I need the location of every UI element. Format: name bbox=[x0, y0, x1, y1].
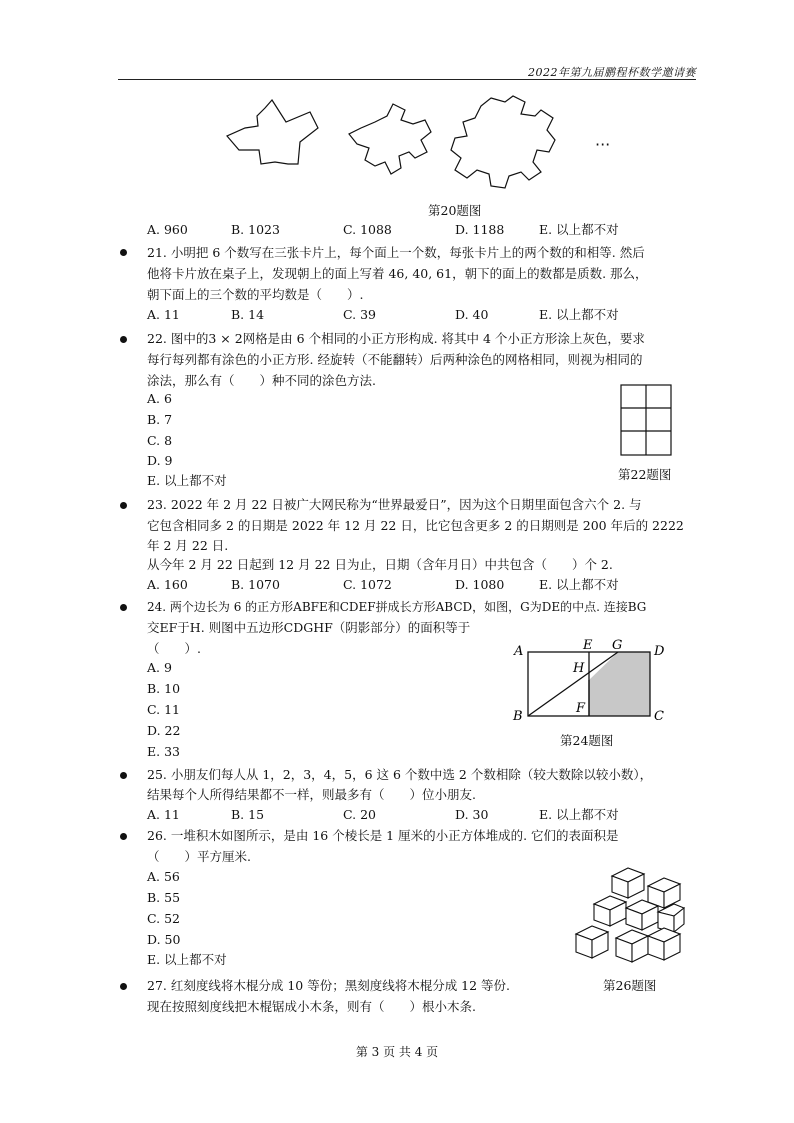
q24-rectangle-figure bbox=[510, 638, 680, 728]
q23-option-b: B. 1070 bbox=[231, 577, 280, 592]
q24-label-f: F bbox=[576, 701, 586, 716]
q20-shape-3 bbox=[451, 96, 555, 188]
q27-line-1: 27. 红刻度线将木棍分成 10 等份；黑刻度线将木棍分成 12 等份. bbox=[147, 978, 511, 993]
q26-option-d: D. 50 bbox=[147, 932, 181, 947]
q24-option-a: A. 9 bbox=[147, 660, 172, 675]
q24-label-d: D bbox=[654, 644, 665, 659]
q23-line-2: 它包含相同多 2 的日期是 2022 年 12 月 22 日，比它包含更多 2 的日期则是 200 年后的 2222 bbox=[147, 518, 684, 533]
q20-shape-2 bbox=[349, 104, 431, 174]
q22-option-c: C. 8 bbox=[147, 433, 173, 448]
q20-option-b: B. 1023 bbox=[231, 222, 280, 237]
q24-option-b: B. 10 bbox=[147, 681, 181, 696]
q25-line-2: 结果每个人所得结果都不一样，则最多有（ ）位小朋友. bbox=[147, 787, 476, 802]
q22-caption: 第22题图 bbox=[618, 467, 672, 482]
q22-option-b: B. 7 bbox=[147, 412, 173, 427]
q20-option-a: A. 960 bbox=[147, 222, 188, 237]
q24-label-h: H bbox=[573, 661, 585, 676]
q21-bullet bbox=[120, 249, 127, 256]
q24-label-c: C bbox=[654, 709, 664, 724]
q25-line-1: 25. 小朋友们每人从 1，2，3，4，5，6 这 6 个数中选 2 个数相除（较大数除以较小数）， bbox=[147, 767, 653, 782]
q22-line-3: 涂法，那么有（ ）种不同的涂色方法. bbox=[147, 373, 376, 388]
q21-line-1: 21. 小明把 6 个数写在三张卡片上，每个面上一个数，每张卡片上的两个数的和相等. 然后 bbox=[147, 245, 645, 260]
q22-option-a: A. 6 bbox=[147, 391, 172, 406]
q21-option-a: A. 11 bbox=[147, 307, 180, 322]
q21-option-d: D. 40 bbox=[455, 307, 489, 322]
q25-bullet bbox=[120, 772, 127, 779]
q25-option-b: B. 15 bbox=[231, 807, 265, 822]
q26-line-1: 26. 一堆积木如图所示，是由 16 个棱长是 1 厘米的小正方体堆成的. 它们的表面积是 bbox=[147, 828, 619, 843]
q22-line-2: 每行每列都有涂色的小正方形. 经旋转（不能翻转）后两种涂色的网格相同，则视为相同的 bbox=[147, 352, 643, 367]
q26-bullet bbox=[120, 833, 127, 840]
q24-label-e: E bbox=[583, 638, 593, 653]
q27-bullet bbox=[120, 983, 127, 990]
q20-option-d: D. 1188 bbox=[455, 222, 505, 237]
q22-grid-figure bbox=[620, 384, 672, 456]
q21-option-b: B. 14 bbox=[231, 307, 265, 322]
q25-option-a: A. 11 bbox=[147, 807, 180, 822]
q23-option-c: C. 1072 bbox=[343, 577, 392, 592]
q22-option-d: D. 9 bbox=[147, 453, 173, 468]
q24-shaded-pentagon bbox=[589, 652, 650, 716]
q23-option-d: D. 1080 bbox=[455, 577, 505, 592]
header-rule bbox=[118, 79, 696, 80]
q24-label-a: A bbox=[514, 644, 524, 659]
q20-figure bbox=[215, 92, 655, 202]
q23-line-3: 年 2 月 22 日. bbox=[147, 538, 229, 553]
q26-caption: 第26题图 bbox=[603, 978, 657, 993]
q22-bullet bbox=[120, 336, 127, 343]
q25-option-d: D. 30 bbox=[455, 807, 489, 822]
q23-line-4: 从今年 2 月 22 日起到 12 月 22 日为止，日期（含年月日）中共包含（ ）个 2. bbox=[147, 557, 613, 572]
q27-line-2: 现在按照刻度线把木棍锯成小木条，则有（ ）根小木条. bbox=[147, 999, 476, 1014]
q24-bullet bbox=[120, 604, 127, 611]
q24-label-g: G bbox=[612, 638, 623, 653]
q25-option-e: E. 以上都不对 bbox=[539, 807, 619, 822]
q24-line-3: （ ）. bbox=[147, 641, 201, 656]
q20-option-e: E. 以上都不对 bbox=[539, 222, 619, 237]
q23-option-a: A. 160 bbox=[147, 577, 188, 592]
q23-line-1: 23. 2022 年 2 月 22 日被广大网民称为“世界最爱日”，因为这个日期里面包含六个 2. 与 bbox=[147, 497, 642, 512]
q22-line-1: 22. 图中的3 × 2网格是由 6 个相同的小正方形构成. 将其中 4 个小正方形涂上灰色，要求 bbox=[147, 331, 645, 346]
page-footer: 第 3 页 共 4 页 bbox=[355, 1045, 439, 1059]
q26-option-a: A. 56 bbox=[147, 869, 180, 884]
q23-option-e: E. 以上都不对 bbox=[539, 577, 619, 592]
q24-caption: 第24题图 bbox=[560, 733, 614, 748]
q21-option-c: C. 39 bbox=[343, 307, 376, 322]
q26-option-e: E. 以上都不对 bbox=[147, 952, 227, 967]
q26-line-2: （ ）平方厘米. bbox=[147, 849, 251, 864]
q24-option-e: E. 33 bbox=[147, 744, 180, 759]
q20-shape-1 bbox=[227, 100, 318, 164]
q20-option-c: C. 1088 bbox=[343, 222, 392, 237]
q24-label-b: B bbox=[513, 709, 523, 724]
q24-option-c: C. 11 bbox=[147, 702, 180, 717]
q21-line-2: 他将卡片放在桌子上，发现朝上的面上写着 46, 40, 61，朝下的面上的数都是质数. 那么， bbox=[147, 266, 648, 281]
q25-option-c: C. 20 bbox=[343, 807, 376, 822]
q21-option-e: E. 以上都不对 bbox=[539, 307, 619, 322]
q24-line-1: 24. 两个边长为 6 的正方形ABFE和CDEF拼成长方形ABCD，如图，G为DE的中点. 连接BG bbox=[147, 600, 647, 614]
q23-bullet bbox=[120, 502, 127, 509]
q26-cubes-figure bbox=[572, 858, 692, 976]
page-header-title: 2022年第九届鹏程杯数学邀请赛 bbox=[528, 66, 696, 79]
q26-option-b: B. 55 bbox=[147, 890, 181, 905]
q24-line-2: 交EF于H. 则图中五边形CDGHF（阴影部分）的面积等于 bbox=[147, 620, 471, 635]
q24-option-d: D. 22 bbox=[147, 723, 181, 738]
q21-line-3: 朝下面上的三个数的平均数是（ ）. bbox=[147, 287, 364, 302]
q20-caption: 第20题图 bbox=[428, 203, 482, 218]
q26-option-c: C. 52 bbox=[147, 911, 180, 926]
q20-ellipsis: ··· bbox=[595, 135, 611, 154]
q22-option-e: E. 以上都不对 bbox=[147, 473, 227, 488]
